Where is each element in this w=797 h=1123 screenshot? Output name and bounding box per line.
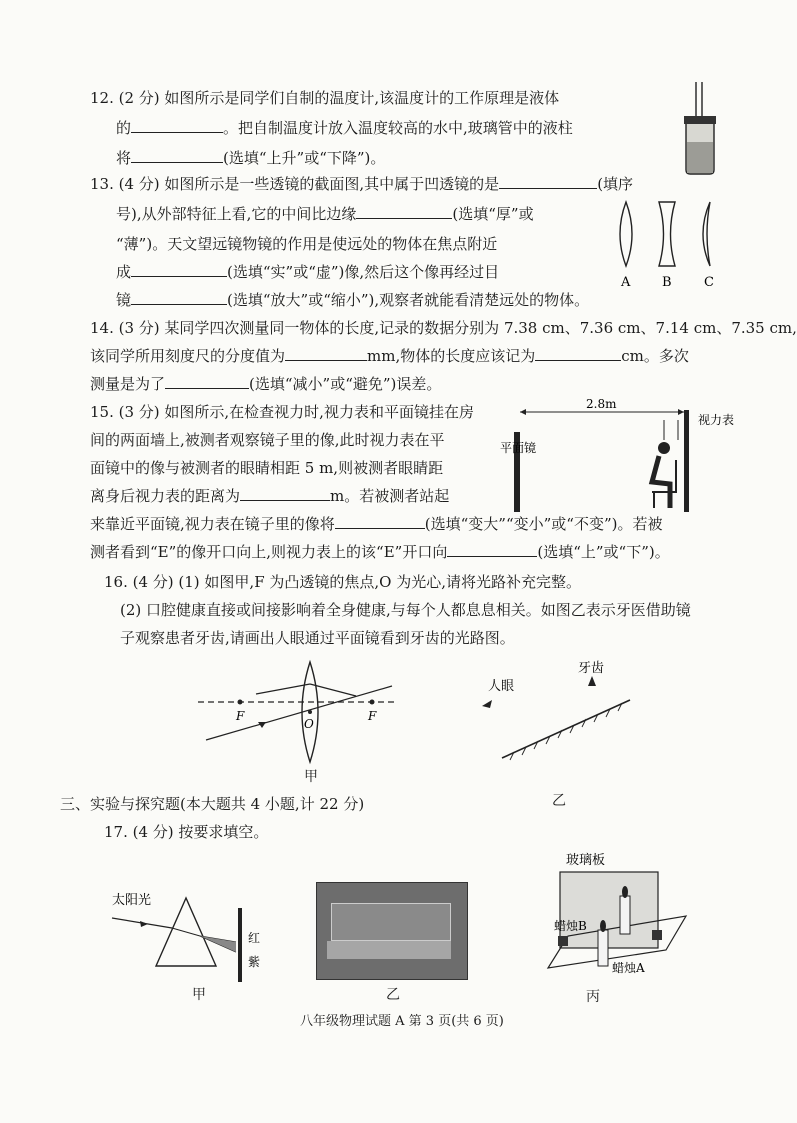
q13-line4 bbox=[116, 262, 499, 282]
q13-blank-4[interactable] bbox=[131, 290, 227, 305]
q12-text: (选填“上升”或“下降”)。 bbox=[223, 149, 386, 167]
q13-blank-3[interactable] bbox=[131, 262, 227, 277]
q13-line2 bbox=[116, 204, 534, 224]
q14-line3 bbox=[90, 374, 441, 394]
q14-text: mm,物体的长度应该记为 bbox=[367, 347, 536, 365]
q14-line2 bbox=[90, 346, 689, 366]
q12-line1: 12. (2 分) 如图所示是同学们自制的温度计,该温度计的工作原理是液体 bbox=[90, 89, 560, 107]
focus-label-right: F bbox=[368, 709, 377, 723]
q15-text: m。若被测者站起 bbox=[330, 487, 450, 505]
lens-label-a: A bbox=[621, 275, 631, 290]
candle-a-shape bbox=[598, 930, 608, 966]
q15-line1: 15. (3 分) 如图所示,在检查视力时,视力表和平面镜挂在房 bbox=[90, 403, 474, 421]
purple-label: 紫 bbox=[248, 955, 261, 969]
concave-lens-shape bbox=[659, 202, 675, 266]
convex-lens-shape bbox=[620, 202, 632, 266]
eye-label: 人眼 bbox=[488, 679, 515, 694]
q14-line1: 14. (3 分) 某同学四次测量同一物体的长度,记录的数据分别为 7.38 cm、7.36 cm、7.14 cm、7.35 cm, bbox=[90, 319, 797, 337]
lens-cross-sections-figure bbox=[604, 196, 724, 292]
thermometer-figure bbox=[676, 80, 726, 178]
q12-blank-1[interactable] bbox=[131, 118, 223, 133]
lens-label-b: B bbox=[662, 275, 672, 290]
tooth-label: 牙齿 bbox=[578, 661, 605, 676]
sunlight-label: 太阳光 bbox=[112, 893, 152, 908]
q15-text: 来靠近平面镜,视力表在镜子里的像将 bbox=[90, 515, 335, 533]
q14-blank-1[interactable] bbox=[285, 346, 367, 361]
plane-mirror-line bbox=[502, 700, 630, 758]
figure-caption-jia: 甲 bbox=[304, 769, 318, 785]
q13-blank-1[interactable] bbox=[499, 174, 597, 189]
figure-caption-yi-17: 乙 bbox=[386, 987, 400, 1003]
optical-center-label: O bbox=[304, 717, 314, 731]
q14-text: 该同学所用刻度尺的分度值为 bbox=[90, 347, 286, 365]
eye-chart-shape bbox=[684, 410, 689, 512]
q13-text: (填序 bbox=[597, 175, 634, 193]
focus-label-left: F bbox=[236, 709, 245, 723]
q17-line1: 17. (4 分) 按要求填空。 bbox=[104, 823, 269, 841]
q13-text: 13. (4 分) 如图所示是一些透镜的截面图,其中属于凹透镜的是 bbox=[90, 175, 500, 193]
q15-line6 bbox=[90, 542, 670, 562]
meniscus-lens-shape bbox=[703, 202, 710, 266]
figure-caption-yi: 乙 bbox=[552, 793, 566, 809]
q13-text: 镜 bbox=[116, 291, 132, 309]
q16-line3: 子观察患者牙齿,请画出人眼通过平面镜看到牙齿的光路图。 bbox=[120, 629, 515, 647]
eye-arrow-icon bbox=[482, 700, 492, 708]
seated-person-icon bbox=[652, 442, 676, 508]
section-3-heading: 三、实验与探究题(本大题共 4 小题,计 22 分) bbox=[60, 795, 365, 813]
q13-text: 成 bbox=[116, 263, 132, 281]
q15-line2: 间的两面墙上,被测者观察镜子里的像,此时视力表在平 bbox=[90, 431, 445, 449]
q13-text: 号),从外部特征上看,它的中间比边缘 bbox=[116, 205, 357, 223]
mirror-candle-figure bbox=[538, 846, 698, 982]
q12-text: 的 bbox=[116, 119, 132, 137]
distance-label: 2.8m bbox=[586, 397, 617, 411]
q15-blank-2[interactable] bbox=[335, 514, 425, 529]
incident-ray bbox=[256, 684, 310, 694]
light-in-water-photo bbox=[316, 882, 468, 980]
glass-plate-shape bbox=[560, 872, 658, 948]
figure-caption-jia-17: 甲 bbox=[192, 987, 206, 1003]
glass-plate-label: 玻璃板 bbox=[566, 853, 606, 868]
q15-line4 bbox=[90, 486, 449, 506]
q14-text: 测量是为了 bbox=[90, 375, 166, 393]
q14-blank-3[interactable] bbox=[165, 374, 249, 389]
figure-caption-bing: 丙 bbox=[586, 989, 600, 1005]
q12-text: 。把自制温度计放入温度较高的水中,玻璃管中的液柱 bbox=[223, 119, 573, 137]
q14-blank-2[interactable] bbox=[535, 346, 621, 361]
q15-blank-3[interactable] bbox=[447, 542, 537, 557]
q13-text: (选填“厚”或 bbox=[452, 205, 534, 223]
q12-text: 将 bbox=[116, 149, 132, 167]
mirror-label: 平面镜 bbox=[500, 441, 537, 455]
q13-text: (选填“实”或“虚”)像,然后这个像再经过目 bbox=[227, 263, 500, 281]
convex-lens-ray-figure bbox=[196, 660, 406, 778]
eye-chart-label: 视力表 bbox=[698, 413, 735, 427]
q13-line5 bbox=[116, 290, 589, 310]
q12-line2 bbox=[116, 118, 573, 138]
q15-text: (选填“上”或“下”)。 bbox=[537, 543, 670, 561]
q15-line5 bbox=[90, 514, 663, 534]
prism-dispersion-figure bbox=[108, 888, 268, 984]
lens-label-c: C bbox=[704, 275, 714, 290]
q15-text: (选填“变大”“变小”或“不变”)。若被 bbox=[424, 515, 663, 533]
candle-b-shape bbox=[620, 896, 630, 934]
q12-blank-2[interactable] bbox=[131, 148, 223, 163]
page-footer: 八年级物理试题 A 第 3 页(共 6 页) bbox=[300, 1014, 504, 1029]
candle-b-label: 蜡烛B bbox=[554, 919, 587, 933]
q13-line1 bbox=[90, 174, 633, 194]
red-label: 红 bbox=[248, 931, 261, 945]
q13-line3: “薄”)。天文望远镜物镜的作用是使远处的物体在焦点附近 bbox=[116, 235, 498, 253]
q13-text: (选填“放大”或“缩小”),观察者就能看清楚远处的物体。 bbox=[227, 291, 590, 309]
tooth-arrow-icon bbox=[588, 676, 596, 686]
candle-a-label: 蜡烛A bbox=[612, 961, 645, 975]
ray-through-center bbox=[206, 686, 392, 740]
q16-line1: 16. (4 分) (1) 如图甲,F 为凸透镜的焦点,O 为光心,请将光路补充完整。 bbox=[104, 573, 581, 591]
dental-mirror-figure bbox=[480, 656, 640, 766]
q15-text: 离身后视力表的距离为 bbox=[90, 487, 241, 505]
q16-line2: (2) 口腔健康直接或间接影响着全身健康,与每个人都息息相关。如图乙表示牙医借助镜 bbox=[120, 601, 691, 619]
q13-blank-2[interactable] bbox=[356, 204, 452, 219]
q14-text: cm。多次 bbox=[621, 347, 689, 365]
screen-shape bbox=[238, 908, 242, 982]
q15-text: 测者看到“E”的像开口向上,则视力表上的该“E”开口向 bbox=[90, 543, 448, 561]
q12-line3 bbox=[116, 148, 385, 168]
q15-line3: 面镜中的像与被测者的眼睛相距 5 m,则被测者眼睛距 bbox=[90, 459, 444, 477]
q14-text: (选填“减小”或“避免”)误差。 bbox=[249, 375, 442, 393]
q15-blank-1[interactable] bbox=[240, 486, 330, 501]
eye-test-figure bbox=[494, 397, 735, 516]
